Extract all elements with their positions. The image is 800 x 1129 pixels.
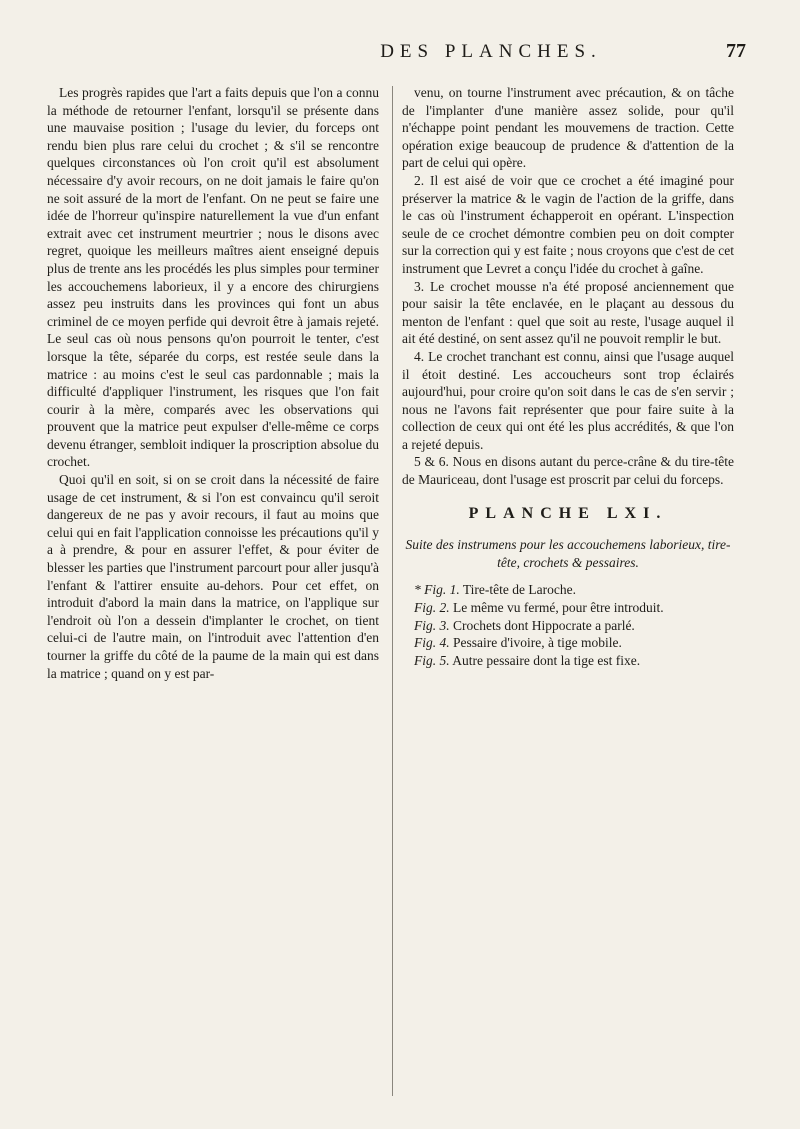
figure-text: Pessaire d'ivoire, à tige mobile. xyxy=(453,635,622,651)
figure-label: Fig. 4. xyxy=(414,635,450,651)
figure-text: Crochets dont Hippocrate a parlé. xyxy=(453,617,635,633)
right-column xyxy=(402,84,734,669)
figure-item xyxy=(402,599,734,617)
plate-title: PLANCHE LXI. xyxy=(468,504,668,522)
figure-label: Fig. 2. xyxy=(414,600,450,616)
left-column xyxy=(47,84,379,682)
column-divider xyxy=(392,86,393,1096)
figure-item xyxy=(402,634,734,652)
figure-label: Fig. 5. xyxy=(414,652,450,668)
figure-label: Fig. 3. xyxy=(414,617,450,633)
figure-item xyxy=(402,652,734,670)
figure-item xyxy=(402,581,734,599)
paragraph: 4. Le crochet tranchant est connu, ainsi que l'usage auquel il étoit destiné. Les accoucheurs sont trop éclairés aujourd'hui, pour croire qu'on soit dans le cas de s'en servir ; nous ne l'avons fait représenter que pour faire suite à la collection de ceux qui ont été les plus accrédités, & que l'on a rejeté depuis. xyxy=(402,348,734,452)
figure-item xyxy=(402,617,734,635)
running-title: DES PLANCHES. xyxy=(380,41,602,62)
page-number: 77 xyxy=(726,40,746,62)
plate-subtitle: Suite des instrumens pour les accouchemens laborieux, tire-tête, crochets & pessaires. xyxy=(405,537,731,570)
paragraph: Les progrès rapides que l'art a faits depuis que l'on a connu la méthode de retourner l'enfant, lorsqu'il se présente dans une mauvaise position ; l'usage du levier, du forceps ont rendu bien plus rare celui du crochet ; & s'il se rencontre quelques circonstances où l'on croit qu'il est absolument nécessaire d'y avoir recours, on ne doit jamais le faire qu'on ne soit assuré de la mort de l'enfant. On ne peut se faire une idée de l'horreur qu'inspire naturellement la vue d'un enfant extrait avec cet instrument meurtrier ; nous le disons avec regret, quoique les meilleurs maîtres aient enseigné depuis plus de trente ans les procédés les plus simples pour terminer les accouchemens laborieux, il y a encore des chirurgiens assez peu instruits dans les provinces qui font un abus criminel de ce moyen perfide qui devroit être à jamais rejeté. Le seul cas où nous pensons qu'on pourroit le tenter, c'est lorsque la tête, séparée du corps, est restée seule dans la matrice : au moins c'est le seul cas pardonnable ; mais la difficulté d'appliquer l'instrument, les risques que l'on fait courir à la mère, comparés avec les observations qui prouvent que la matrice peut expulser d'elle-même ce corps devenu étranger, sembloit indiquer la proscription absolue du crochet. xyxy=(47,85,379,470)
figure-text: Autre pessaire dont la tige est fixe. xyxy=(452,652,641,668)
paragraph: 2. Il est aisé de voir que ce crochet a été imaginé pour préserver la matrice & le vagin de l'action de la griffe, dans le cas où l'instrument échapperoit en opérant. L'inspection seule de ce crochet démontre combien peu on doit compter sur la correction qui y est faite ; nous croyons que c'est de cet instrument que Levret a conçu l'idée du crochet à gaîne. xyxy=(402,172,734,276)
paragraph: Quoi qu'il en soit, si on se croit dans la nécessité de faire usage de cet instrument, & si l'on est convaincu qu'il seroit dangereux de ne pas y avoir recours, il faut au moins que celui qui en fait l'application connoisse les précautions qu'il y a à prendre, & pour en assurer l'effet, & pour éviter de blesser les parties que l'instrument parcourt pour aller jusqu'à l'enfant & l'attirer ensuite au-dehors. Pour cet effet, on introduit d'abord la main dans la matrice, on l'applique sur l'endroit où l'on a dessein d'implanter le crochet, on tient celui-ci de l'autre main, on l'introduit avec l'attention d'en tourner la griffe du côté de la paume de la main qui est dans la matrice ; quand on y est par- xyxy=(47,472,379,681)
figure-label: * Fig. 1. xyxy=(414,582,460,598)
figure-text: Tire-tête de Laroche. xyxy=(462,582,576,598)
page-header xyxy=(256,40,746,74)
figure-text: Le même vu fermé, pour être introduit. xyxy=(453,600,664,616)
paragraph: 3. Le crochet mousse n'a été proposé anciennement que pour saisir la tête enclavée, en le plaçant au dessous du menton de l'enfant : quel que soit au reste, l'usage auquel il ait été destiné, on sent assez qu'il ne pouvoit remplir le but. xyxy=(402,278,734,347)
paragraph: venu, on tourne l'instrument avec précaution, & on tâche de l'implanter d'une manière assez solide, pour qu'il n'échappe point pendant les mouvemens de traction. Cette opération exige beaucoup de prudence & d'attention de la part de celui qui opère. xyxy=(402,85,734,171)
paragraph: 5 & 6. Nous en disons autant du perce-crâne & du tire-tête de Mauriceau, dont l'usage est proscrit par celui du forceps. xyxy=(402,454,734,488)
